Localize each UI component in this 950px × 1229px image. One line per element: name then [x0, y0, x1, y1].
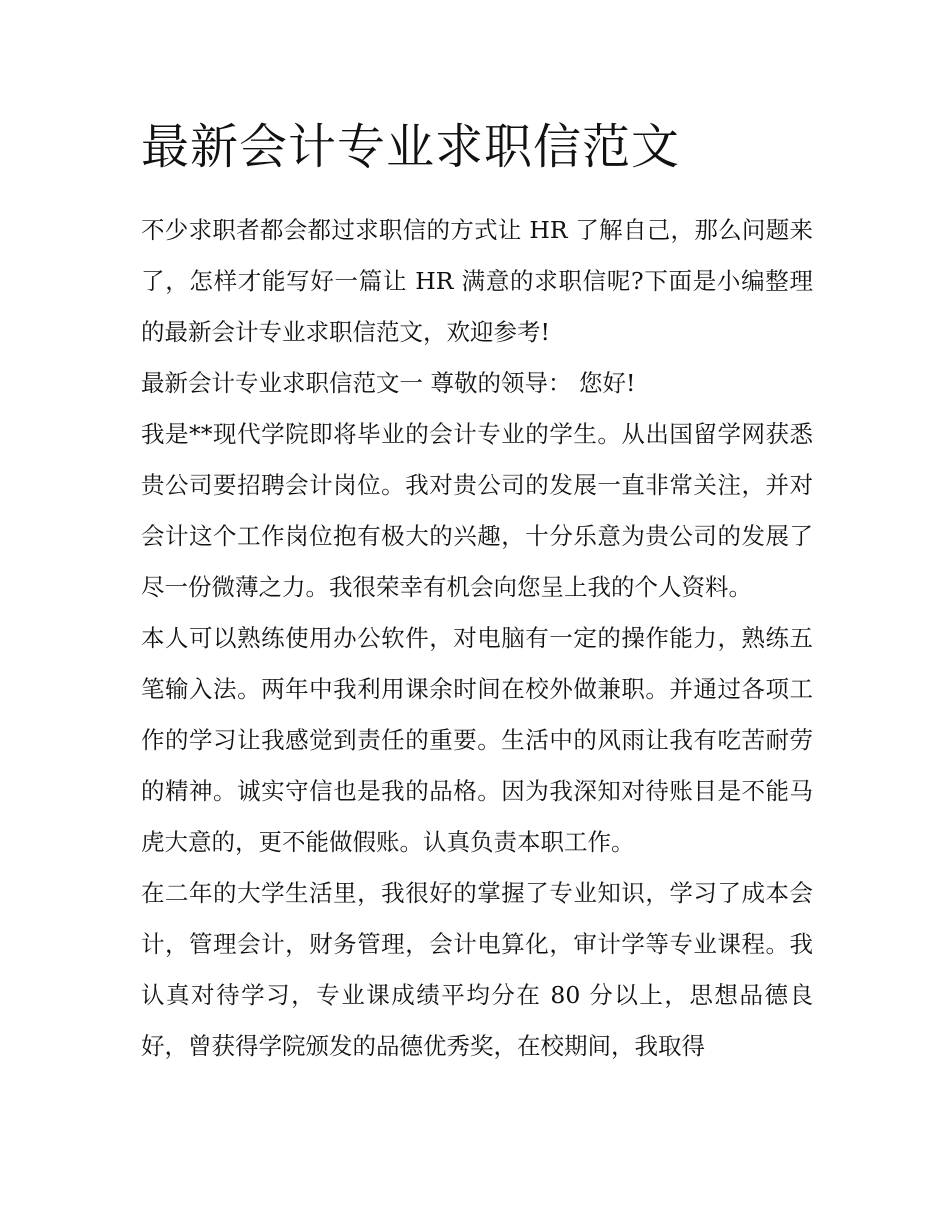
paragraph-skills: 本人可以熟练使用办公软件，对电脑有一定的操作能力，熟练五笔输入法。两年中我利用课余时间在校外做兼职。并通过各项工作的学习让我感觉到责任的重要。生活中的风雨让我有吃苦耐劳的精神。诚实守信也是我的品格。因为我深知对待账目是不能马虎大意的，更不能做假账。认真负责本职工作。 — [141, 624, 813, 856]
paragraph-introduction: 我是**现代学院即将毕业的会计专业的学生。从出国留学网获悉贵公司要招聘会计岗位。我对贵公司的发展一直非常关注，并对会计这个工作岗位抱有极大的兴趣，十分乐意为贵公司的发展了尽一份微薄之力。我很荣幸有机会向您呈上我的个人资料。 — [141, 420, 813, 601]
paragraph-education: 在二年的大学生活里，我很好的掌握了专业知识，学习了成本会计，管理会计，财务管理，会计电算化，审计学等专业课程。我认真对待学习，专业课成绩平均分在 80 分以上，思想品德良好，曾获得学院颁发的品德优秀奖，在校期间，我取得 — [141, 879, 813, 1060]
document-body — [141, 205, 813, 1072]
document-content — [141, 112, 813, 1072]
document-title: 最新会计专业求职信范文 — [141, 119, 681, 175]
paragraph-intro: 不少求职者都会都过求职信的方式让 HR 了解自己，那么问题来了，怎样才能写好一篇让 HR 满意的求职信呢?下面是小编整理的最新会计专业求职信范文，欢迎参考! — [141, 216, 813, 346]
paragraph-salutation: 最新会计专业求职信范文一 尊敬的领导： 您好! — [141, 369, 636, 397]
